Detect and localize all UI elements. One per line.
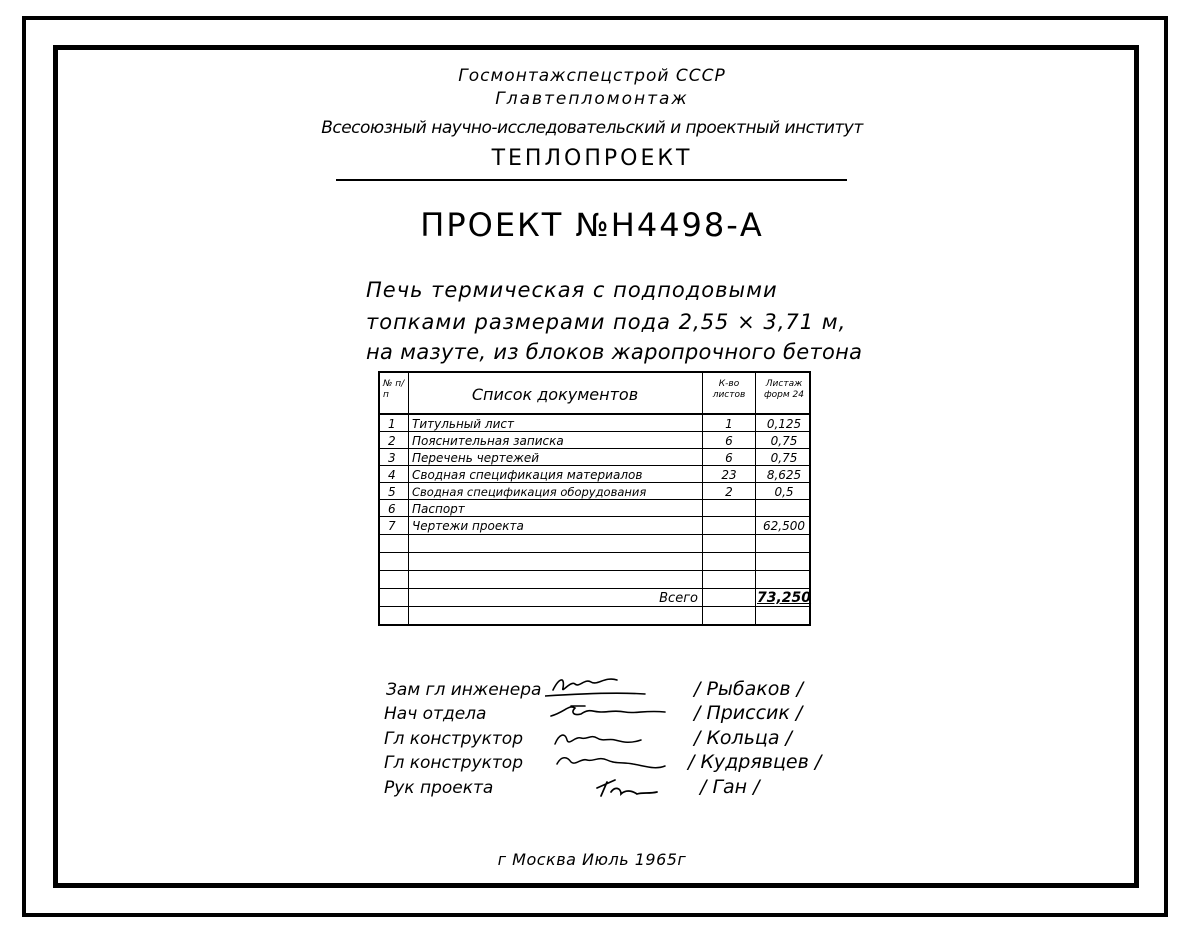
row-sheets: 62,500 — [763, 519, 805, 533]
institute-full-name: Всесоюзный научно-исследовательский и проектный институт — [321, 118, 863, 138]
row-name: Сводная спецификация материалов — [412, 468, 643, 482]
signatory-position-5: Рук проекта — [384, 778, 494, 798]
row-name: Перечень чертежей — [412, 451, 540, 465]
row-count: 23 — [721, 468, 737, 482]
row-sheets: 0,75 — [770, 451, 798, 465]
signatory-name-3: / Кольца / — [694, 727, 792, 749]
description-line-1: Печь термическая с подподовыми — [366, 278, 778, 302]
institute-short-name: ТЕПЛОПРОЕКТ — [491, 146, 693, 171]
row-sheets: 0,125 — [766, 417, 802, 431]
row-sheets: 0,75 — [770, 434, 798, 448]
signature-2 — [551, 706, 665, 716]
row-count: 6 — [725, 451, 733, 465]
signature-5 — [597, 780, 657, 796]
signatory-position-4: Гл конструктор — [384, 753, 523, 773]
row-sheets: 8,625 — [766, 468, 802, 482]
row-name: Чертежи проекта — [412, 519, 524, 533]
row-name: Титульный лист — [412, 417, 514, 431]
description-line-3: на мазуте, из блоков жаропрочного бетона — [366, 340, 863, 364]
row-num: 3 — [388, 451, 396, 465]
header-divider — [336, 179, 847, 181]
header-num: № п/п — [383, 379, 405, 400]
signatory-position-2: Нач отдела — [384, 704, 487, 724]
signatures-image — [545, 668, 685, 803]
row-name: Паспорт — [412, 502, 465, 516]
project-number: ПРОЕКТ №Н4498-А — [420, 206, 764, 244]
row-num: 7 — [388, 519, 396, 533]
row-count: 1 — [725, 417, 733, 431]
signature-4 — [557, 758, 665, 768]
header-count: К-во листов — [712, 379, 746, 400]
row-num: 5 — [388, 485, 396, 499]
description-line-2: топками размерами пода 2,55 × 3,71 м, — [366, 310, 847, 334]
place-date: г Москва Июль 1965г — [497, 850, 687, 869]
row-num: 2 — [388, 434, 396, 448]
row-num: 4 — [388, 468, 396, 482]
header-name: Список документов — [471, 385, 639, 404]
total-label: Всего — [659, 591, 698, 606]
documents-table — [378, 371, 811, 626]
directorate-line: Главтепломонтаж — [495, 89, 689, 109]
signatory-position-3: Гл конструктор — [384, 729, 523, 749]
signatory-name-5: / Ган / — [700, 776, 760, 798]
signatory-name-1: / Рыбаков / — [694, 678, 803, 700]
row-count: 6 — [725, 434, 733, 448]
header-sheets: Листаж форм 24 — [763, 379, 805, 400]
signature-3 — [555, 735, 641, 744]
row-num: 6 — [388, 502, 396, 516]
row-name: Пояснительная записка — [412, 434, 564, 448]
row-sheets: 0,5 — [774, 485, 794, 499]
row-num: 1 — [388, 417, 396, 431]
row-name: Сводная спецификация оборудования — [412, 485, 647, 499]
signature-1 — [545, 679, 645, 696]
signatory-name-2: / Приссик / — [694, 702, 803, 724]
signatory-position-1: Зам гл инженера — [386, 680, 542, 700]
signatory-name-4: / Кудрявцев / — [688, 751, 822, 773]
ministry-line: Госмонтажспецстрой СССР — [458, 66, 726, 86]
row-count: 2 — [725, 485, 733, 499]
total-value: 73,250 — [757, 590, 812, 606]
